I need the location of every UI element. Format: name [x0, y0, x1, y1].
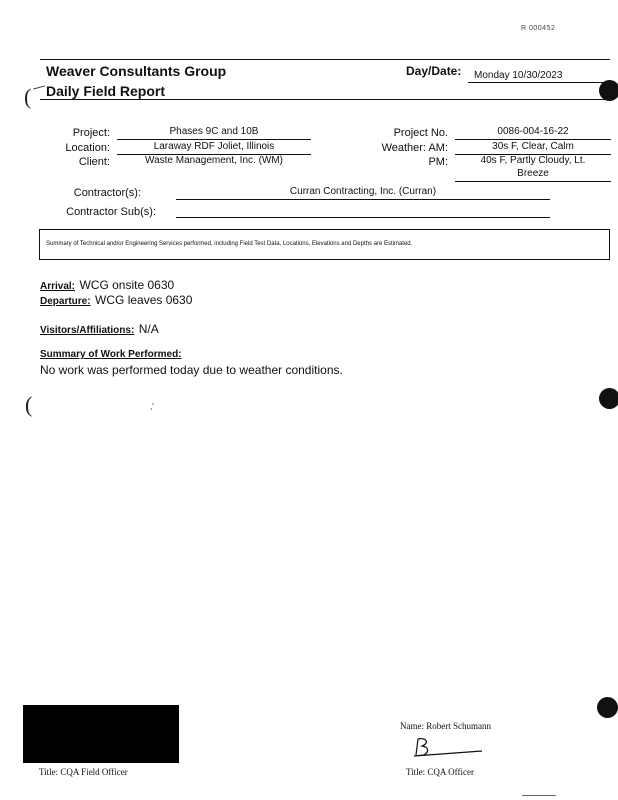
- header-top-rule: [40, 59, 610, 60]
- pm-underline: [455, 181, 611, 182]
- visitors-row: [40, 320, 159, 338]
- binder-bracket-dash: [33, 85, 45, 89]
- signature-icon: [412, 735, 486, 759]
- project-label: Project:: [72, 127, 110, 139]
- punch-hole-icon-top: [599, 80, 618, 101]
- bates-number: R 000452: [521, 25, 556, 32]
- contractor-underline: [176, 199, 550, 200]
- project-no-underline: [455, 139, 611, 140]
- binder-bracket-icon: (: [24, 84, 32, 109]
- departure-label: Departure:: [40, 296, 91, 307]
- client-value: Waste Management, Inc. (WM): [145, 155, 283, 166]
- day-date-label: Day/Date:: [406, 64, 462, 78]
- visitors-value: N/A: [138, 322, 159, 336]
- scan-mark: ,': [150, 402, 154, 411]
- location-label: Location:: [65, 142, 110, 154]
- contractor-value: Curran Contracting, Inc. (Curran): [289, 186, 437, 197]
- client-label: Client:: [78, 156, 110, 168]
- scan-mark-bottom: [522, 795, 556, 796]
- weather-am-label: Weather: AM:: [381, 142, 448, 154]
- pm-value-line2: Breeze: [517, 168, 549, 179]
- project-value: Phases 9C and 10B: [169, 126, 259, 137]
- pm-label: PM:: [428, 156, 448, 168]
- work-performed-label: Summary of Work Performed:: [40, 349, 182, 360]
- day-date-underline: [468, 82, 610, 83]
- footer-right-title: Title: CQA Officer: [406, 767, 475, 777]
- punch-hole-icon-middle: [599, 388, 618, 409]
- work-performed-text: No work was performed today due to weather conditions.: [40, 363, 343, 377]
- report-title: Daily Field Report: [46, 83, 166, 99]
- redaction-block: [23, 705, 179, 763]
- departure-row: [40, 291, 192, 309]
- visitors-label: Visitors/Affiliations:: [40, 325, 135, 336]
- weather-am-value: 30s F, Clear, Calm: [492, 141, 574, 152]
- punch-hole-icon-bottom: [597, 697, 618, 718]
- location-value: Laraway RDF Joliet, Illinois: [153, 141, 275, 152]
- pm-value-line1: 40s F, Partly Cloudy, Lt.: [480, 155, 586, 166]
- project-underline: [117, 139, 311, 140]
- footer-name: Name: Robert Schumann: [400, 721, 491, 731]
- day-date-value: Monday 10/30/2023: [474, 70, 563, 81]
- summary-box: [39, 229, 610, 260]
- departure-value: WCG leaves 0630: [95, 293, 193, 307]
- project-no-value: 0086-004-16-22: [497, 126, 569, 137]
- contractor-label: Contractor(s):: [73, 187, 141, 199]
- footer-left-title: Title: CQA Field Officer: [39, 767, 128, 777]
- project-no-label: Project No.: [393, 127, 448, 139]
- binder-bracket-icon-2: (: [25, 392, 33, 417]
- arrival-value: WCG onsite 0630: [79, 278, 175, 292]
- header-bottom-rule: [40, 99, 610, 100]
- arrival-label: Arrival:: [40, 281, 76, 292]
- contractor-sub-label: Contractor Sub(s):: [66, 206, 156, 218]
- company-name: Weaver Consultants Group: [46, 63, 227, 79]
- contractor-sub-underline: [176, 217, 550, 218]
- summary-box-text: Summary of Technical and/or Engineering Services performed, including Field Test Data, Locations, Elevations and Depths are Estimated.: [46, 241, 413, 247]
